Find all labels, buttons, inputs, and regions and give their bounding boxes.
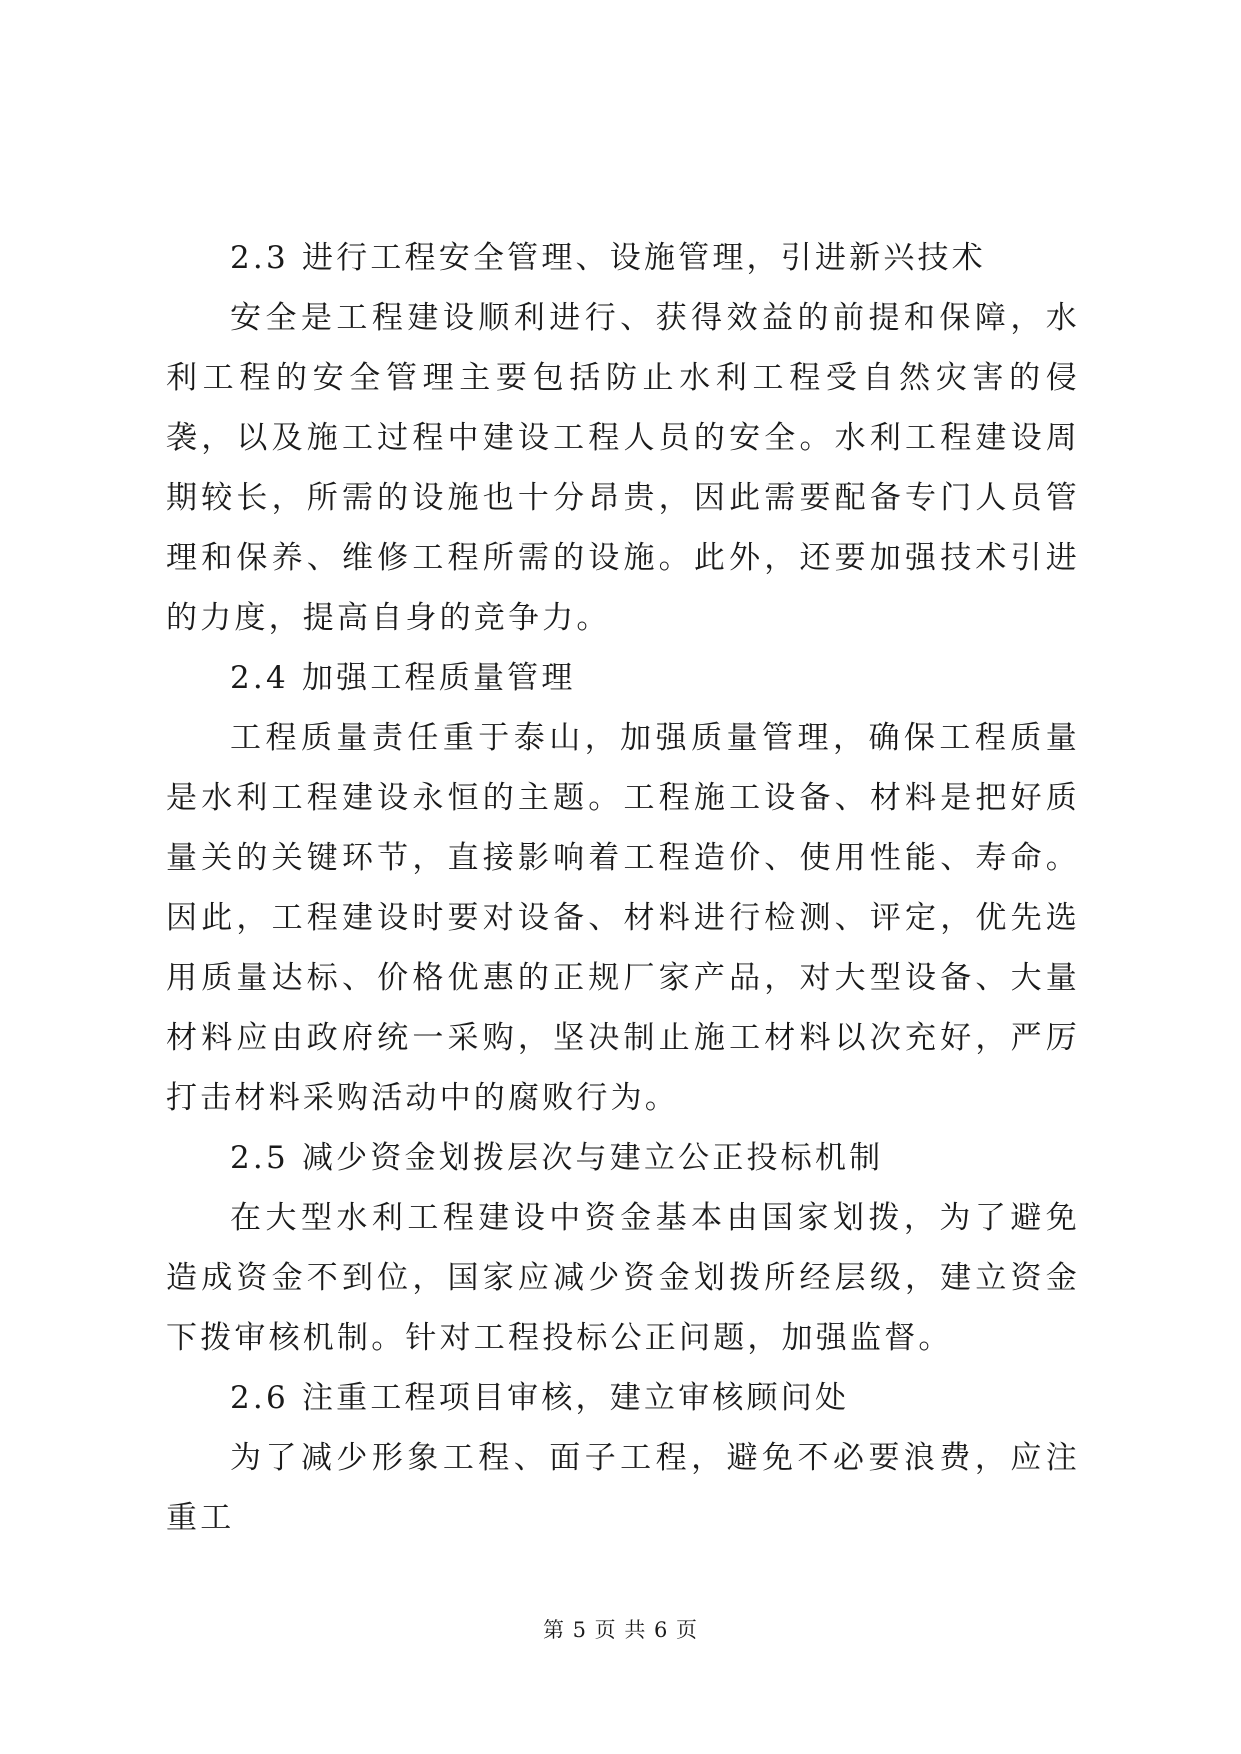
page-number-footer: 第 5 页 共 6 页: [542, 1618, 699, 1642]
section-heading-2-3: 2.3 进行工程安全管理、设施管理，引进新兴技术: [230, 240, 986, 276]
section-heading-2-5: 2.5 减少资金划拨层次与建立公正投标机制: [230, 1140, 884, 1176]
section-heading-2-4: 2.4 加强工程质量管理: [230, 660, 576, 696]
section-heading-2-6: 2.6 注重工程项目审核，建立审核顾问处: [230, 1380, 850, 1416]
section-paragraph-2-5: 在大型水利工程建设中资金基本由国家划拨，为了避免造成资金不到位，国家应减少资金划拨所经层级，建立资金下拨审核机制。针对工程投标公正问题，加强监督。: [166, 1200, 1080, 1356]
section-paragraph-2-3: 安全是工程建设顺利进行、获得效益的前提和保障，水利工程的安全管理主要包括防止水利工程受自然灾害的侵袭，以及施工过程中建设工程人员的安全。水利工程建设周期较长，所需的设施也十分昂贵，因此需要配备专门人员管理和保养、维修工程所需的设施。此外，还要加强技术引进的力度，提高自身的竞争力。: [166, 300, 1080, 636]
section-paragraph-2-4: 工程质量责任重于泰山，加强质量管理，确保工程质量是水利工程建设永恒的主题。工程施工设备、材料是把好质量关的关键环节，直接影响着工程造价、使用性能、寿命。因此，工程建设时要对设备、材料进行检测、评定，优先选用质量达标、价格优惠的正规厂家产品，对大型设备、大量材料应由政府统一采购，坚决制止施工材料以次充好，严厉打击材料采购活动中的腐败行为。: [166, 720, 1080, 1116]
section-paragraph-2-6: 为了减少形象工程、面子工程，避免不必要浪费，应注重工: [166, 1440, 1080, 1536]
document-body: [166, 228, 1080, 1548]
